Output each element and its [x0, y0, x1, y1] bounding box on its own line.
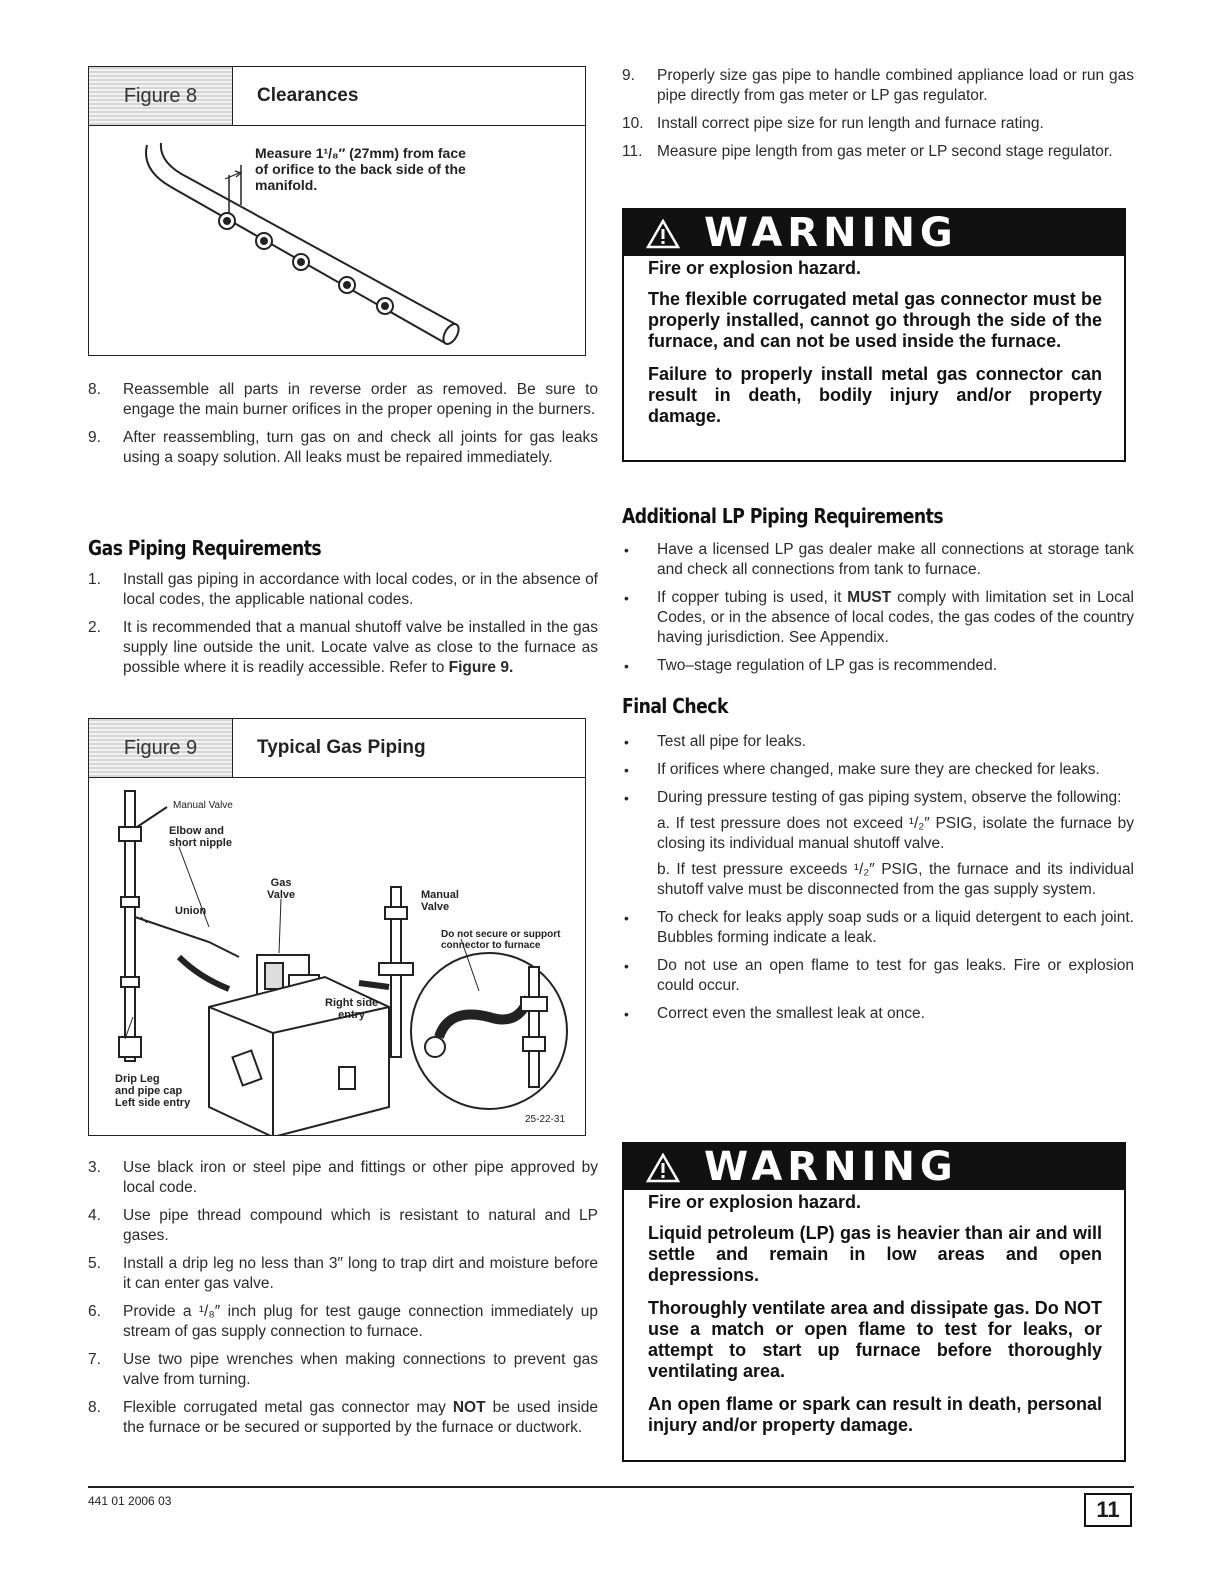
step-item: 3. Use black iron or steel pipe and fittings or other pipe approved by local code. [88, 1159, 598, 1196]
warning-paragraph: Failure to properly install metal gas connector can result in death, bodily injury and/or property damage. [648, 364, 1102, 426]
list-item: • Test all pipe for leaks. [624, 733, 807, 750]
gas-piping-heading: Gas Piping Requirements [88, 536, 322, 560]
warning-paragraph: Liquid petroleum (LP) gas is heavier than air and will settle and remain in low areas and open depressions. [648, 1223, 1102, 1285]
gas-piping-steps-continued [88, 1158, 598, 1446]
document-number: 441 01 2006 03 [88, 1494, 172, 1508]
figure-8 [88, 66, 586, 356]
list-item: • Correct even the smallest leak at once. [624, 1005, 925, 1022]
label-manual-valve-top: Manual Valve [173, 800, 233, 811]
figure-8-illustration [89, 125, 585, 355]
warning-word: WARNING [704, 210, 958, 256]
warning-banner [624, 1144, 1124, 1190]
gas-piping-steps [88, 570, 598, 686]
callout-line-1: Measure 1¹/₈″ (27mm) from face [255, 145, 466, 161]
label-do-not-secure: Do not secure or support connector to furnace [441, 929, 561, 951]
step-item: 10. Install correct pipe size for run length and furnace rating. [622, 115, 1044, 132]
lp-piping-heading: Additional LP Piping Requirements [622, 504, 944, 528]
warning-text [648, 258, 1102, 439]
list-item: • If orifices where changed, make sure they are checked for leaks. [624, 761, 1100, 778]
reassembly-steps [88, 380, 598, 476]
warning-paragraph: Thoroughly ventilate area and dissipate gas. Do NOT use a match or open flame to test for leaks, or attempt to start up furnace before thoroughly ventilating area. [648, 1298, 1102, 1381]
list-item: • To check for leaks apply soap suds or a liquid detergent to each joint. Bubbles forming indicate a leak. [624, 909, 1134, 946]
final-check-heading: Final Check [622, 694, 728, 718]
step-item: 9. After reassembling, turn gas on and check all joints for gas leaks using a soapy solution. All leaks must be repaired immediately. [88, 429, 598, 466]
callout-line-2: of orifice to the back side of the [255, 161, 466, 177]
step-item: 4. Use pipe thread compound which is resistant to natural and LP gases. [88, 1207, 598, 1244]
figure-9 [88, 718, 586, 1136]
warning-paragraph: The flexible corrugated metal gas connector must be properly installed, cannot go through the side of the furnace, and can not be used inside the furnace. [648, 289, 1102, 351]
figure-8-tab: Figure 8 [89, 67, 233, 125]
list-item: • During pressure testing of gas piping system, observe the following: a. If test pressure does not exceed ¹/₂″ PSIG, isolate the furnace by closing its individual manual shutoff valve. b. If test pressure exceeds ¹/₂″ PSIG, the furnace and its individual shutoff valve must be disconnected from the gas supply system. [624, 789, 1134, 898]
warning-text [648, 1192, 1102, 1448]
figure-8-header [89, 67, 585, 126]
figure-8-title: Clearances [257, 85, 359, 106]
label-elbow: Elbow and short nipple [169, 825, 232, 849]
warning-box-connector [622, 208, 1126, 462]
step-item: 6. Provide a ¹/₈″ inch plug for test gauge connection immediately up stream of gas supply connection to furnace. [88, 1303, 598, 1340]
warning-banner [624, 210, 1124, 256]
step-item: 11. Measure pipe length from gas meter or LP second stage regulator. [622, 143, 1113, 160]
step-item: 9. Properly size gas pipe to handle combined appliance load or run gas pipe directly from gas meter or LP gas regulator. [622, 67, 1134, 104]
figure-9-illustration [89, 777, 585, 1135]
step-item: 1. Install gas piping in accordance with local codes, or in the absence of local codes, the applicable national codes. [88, 571, 598, 608]
step-item: 5. Install a drip leg no less than 3″ long to trap dirt and moisture before it can enter gas valve. [88, 1255, 598, 1292]
warning-hazard: Fire or explosion hazard. [648, 258, 862, 278]
list-item: • Do not use an open flame to test for gas leaks. Fire or explosion could occur. [624, 957, 1134, 994]
sub-item-a: a. If test pressure does not exceed ¹/₂″ PSIG, isolate the furnace by closing its individual manual shutoff valve. [657, 815, 1134, 852]
warning-triangle-icon [646, 1153, 680, 1183]
figure-9-tab: Figure 9 [89, 719, 233, 777]
warning-triangle-icon [646, 219, 680, 249]
list-item: • Have a licensed LP gas dealer make all connections at storage tank and check all connections from tank to furnace. [624, 541, 1134, 578]
warning-box-lp-gas [622, 1142, 1126, 1462]
sub-item-b: b. If test pressure exceeds ¹/₂″ PSIG, the furnace and its individual shutoff valve must be disconnected from the gas supply system. [657, 861, 1134, 898]
step-item: 2. It is recommended that a manual shutoff valve be installed in the gas supply line outside the unit. Locate valve as close to the furnace as possible where it is readily accessible. Refer to Figure 9. [88, 619, 598, 676]
label-drip-leg: Drip Leg and pipe cap Left side entry [115, 1073, 191, 1109]
label-union: Union [175, 905, 207, 917]
figure-8-callout [255, 145, 466, 193]
figure-9-header [89, 719, 585, 778]
step-item: 8. Flexible corrugated metal gas connector may NOT be used inside the furnace or be secured or supported by the furnace or ductwork. [88, 1399, 598, 1436]
label-right-side-entry: Right side entry [325, 997, 379, 1021]
warning-paragraph: An open flame or spark can result in death, personal injury and/or property damage. [648, 1394, 1102, 1435]
step-item: 7. Use two pipe wrenches when making connections to prevent gas valve from turning. [88, 1351, 598, 1388]
step-item: 8. Reassemble all parts in reverse order as removed. Be sure to engage the main burner orifices in the proper opening in the burners. [88, 381, 598, 418]
page-number: 11 [1084, 1493, 1132, 1527]
final-check-list [622, 732, 1134, 1032]
list-item: • Two–stage regulation of LP gas is recommended. [624, 657, 998, 674]
figure-9-title: Typical Gas Piping [257, 737, 426, 758]
gas-piping-steps-right [622, 66, 1134, 170]
footer-rule [88, 1486, 1134, 1488]
label-gas-valve: Gas Valve [267, 877, 296, 901]
label-manual-valve: Manual Valve [421, 889, 459, 913]
warning-word: WARNING [704, 1144, 958, 1190]
callout-line-3: manifold. [255, 177, 318, 193]
lp-piping-list [622, 540, 1134, 684]
list-item: • If copper tubing is used, it MUST comply with limitation set in Local Codes, or in the absence of local codes, the gas codes of the country having jurisdiction. See Appendix. [624, 589, 1134, 646]
warning-hazard: Fire or explosion hazard. [648, 1192, 862, 1212]
figure-9-code: 25-22-31 [525, 1114, 566, 1125]
sub-items [657, 814, 1134, 900]
